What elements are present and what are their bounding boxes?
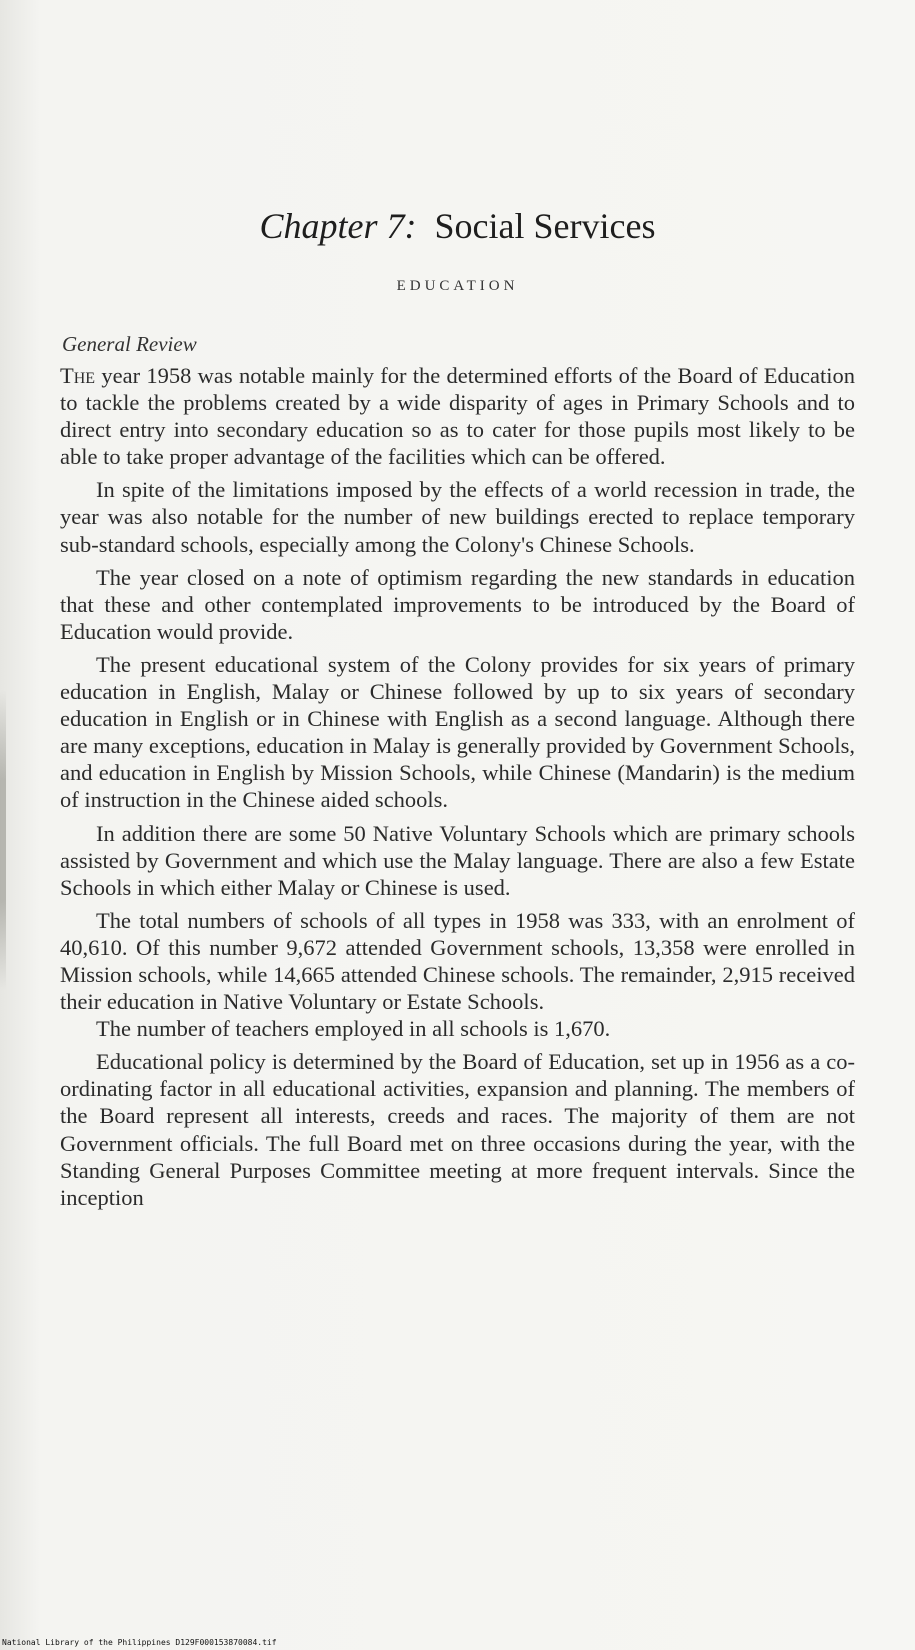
chapter-name: Social Services bbox=[434, 206, 656, 246]
paragraph: In spite of the limitations imposed by the effects of a world recession in trade, the year was also notable for the number of new buildings erected to replace temporary sub-standard schools, especially among the Colony's Chinese Schools. bbox=[60, 477, 855, 557]
paragraph-text: year 1958 was notable mainly for the determined efforts of the Board of Education to tackle the problems created by a wide disparity of ages in Primary Schools and to direct entry into secondary education so as to cater for those pupils most likely to be able to take proper advantage of the facilities which can be offered. bbox=[60, 363, 855, 470]
paragraph: Educational policy is determined by the Board of Education, set up in 1956 as a co-ordinating factor in all educational activities, expansion and planning. The members of the Board represent all interests, creeds and races. The majority of them are not Government officials. The full Board met on three occasions during the year, with the Standing General Purposes Committee meeting at more frequent intervals. Since the inception bbox=[60, 1049, 855, 1210]
binding-shadow bbox=[0, 690, 6, 990]
scan-footer: National Library of the Philippines D129F000153870084.tif bbox=[2, 1638, 277, 1647]
paragraph: The present educational system of the Colony provides for six years of primary education in English, Malay or Chinese followed by up to six years of secondary education in English or in Chinese with English as a second language. Although there are many exceptions, education in Malay is generally provided by Government Schools, and education in English by Mission Schools, while Chinese (Mandarin) is the medium of instruction in the Chinese aided schools. bbox=[60, 651, 855, 813]
section-heading: EDUCATION bbox=[396, 278, 519, 294]
body-text bbox=[60, 362, 855, 1211]
paragraph: The number of teachers employed in all schools is 1,670. bbox=[96, 1016, 611, 1042]
chapter-number: Chapter 7: bbox=[259, 206, 417, 246]
paragraph: The total numbers of schools of all types in 1958 was 333, with an enrolment of 40,610. Of this number 9,672 attended Government schools, 13,358 were enrolled in Mission schools, while 14,665 attended Chinese schools. The remainder, 2,915 received their education in Native Voluntary or Estate Schools. bbox=[60, 907, 855, 1015]
paragraph: The year closed on a note of optimism regarding the new standards in education that these and other contemplated improvements to be introduced by the Board of Education would provide. bbox=[60, 564, 855, 644]
paragraph: In addition there are some 50 Native Voluntary Schools which are primary schools assisted by Government and which use the Malay language. There are also a few Estate Schools in which either Malay or Chinese is used. bbox=[60, 820, 855, 900]
chapter-title bbox=[0, 205, 915, 247]
paragraph-lead: The bbox=[60, 363, 96, 388]
paragraph bbox=[60, 362, 855, 470]
subheading: General Review bbox=[62, 332, 197, 356]
